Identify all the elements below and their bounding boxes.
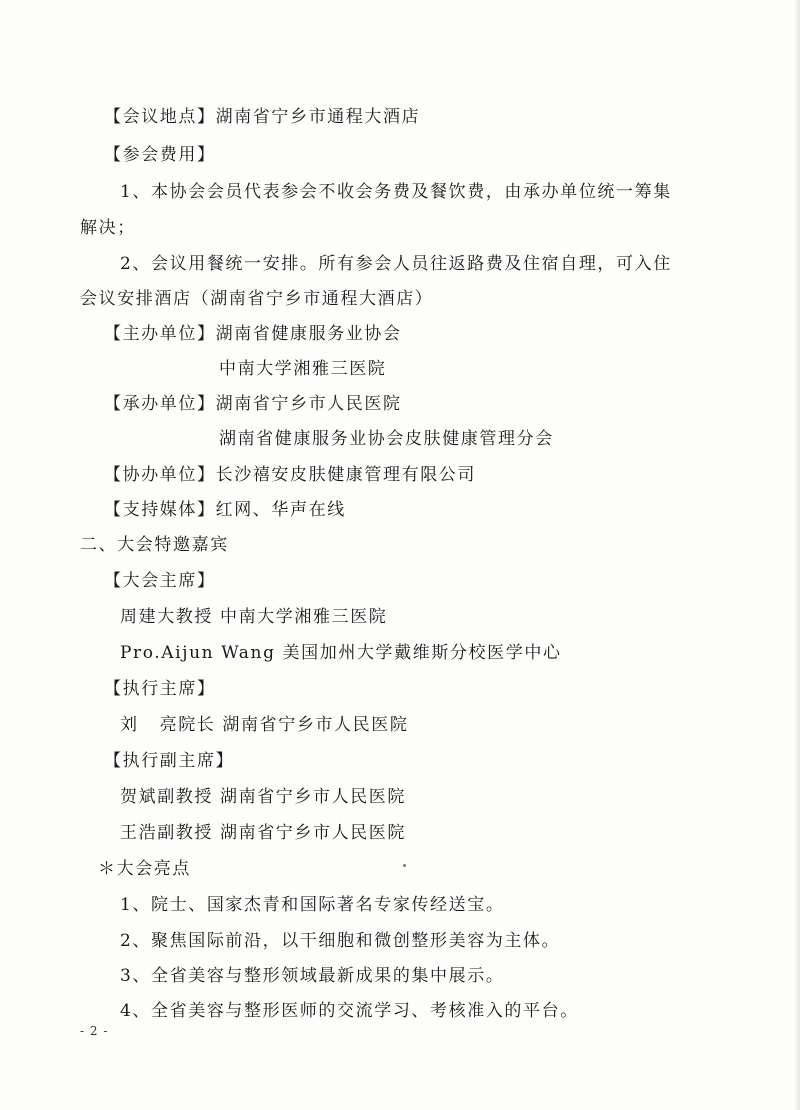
- highlight-item: 4、全省美容与整形医师的交流学习、考核准入的平台。: [120, 1001, 579, 1021]
- host-line-2: 中南大学湘雅三医院: [219, 359, 387, 379]
- exec-chair-heading: 【执行主席】: [104, 679, 216, 699]
- highlights-heading: ＊大会亮点: [98, 859, 191, 879]
- scan-edge-shadow: [794, 0, 800, 1110]
- exec-chair-1: 刘 亮院长 湖南省宁乡市人民医院: [120, 715, 409, 735]
- vice-chair-heading: 【执行副主席】: [104, 751, 235, 771]
- chair-heading: 【大会主席】: [104, 571, 216, 591]
- fee-item-2-line-1: 2、会议用餐统一安排。所有参会人员往返路费及住宿自理，可入住: [120, 254, 672, 274]
- highlight-item: 3、全省美容与整形领域最新成果的集中展示。: [120, 966, 505, 986]
- chair-1: 周建大教授 中南大学湘雅三医院: [120, 607, 388, 627]
- highlight-item: 1、院士、国家杰青和国际著名专家传经送宝。: [120, 895, 505, 915]
- organizer-line-1: 【承办单位】湖南省宁乡市人民医院: [104, 394, 402, 414]
- host-line-1: 【主办单位】湖南省健康服务业协会: [104, 324, 402, 344]
- guests-section-title: 二、大会特邀嘉宾: [80, 535, 229, 555]
- fee-item-2-line-2: 会议安排酒店（湖南省宁乡市通程大酒店）: [80, 289, 434, 309]
- chair-2: Pro.Aijun Wang 美国加州大学戴维斯分校医学中心: [120, 643, 562, 663]
- venue-line: 【会议地点】湖南省宁乡市通程大酒店: [104, 107, 421, 127]
- fee-heading: 【参会费用】: [104, 145, 216, 165]
- page-number: - 2 -: [80, 1024, 109, 1038]
- vice-chair-2: 王浩副教授 湖南省宁乡市人民医院: [120, 823, 407, 843]
- organizer-line-2: 湖南省健康服务业协会皮肤健康管理分会: [219, 429, 554, 449]
- fee-item-1-line-1: 1、本协会会员代表参会不收会务费及餐饮费，由承办单位统一筹集: [120, 182, 672, 202]
- co-organizer-line: 【协办单位】长沙禧安皮肤健康管理有限公司: [104, 465, 476, 485]
- fee-item-1-line-2: 解决；: [80, 218, 136, 238]
- speck-mark: [403, 864, 406, 867]
- highlight-item: 2、聚焦国际前沿，以干细胞和微创整形美容为主体。: [120, 931, 561, 951]
- vice-chair-1: 贺斌副教授 湖南省宁乡市人民医院: [120, 787, 407, 807]
- media-line: 【支持媒体】红网、华声在线: [104, 500, 346, 520]
